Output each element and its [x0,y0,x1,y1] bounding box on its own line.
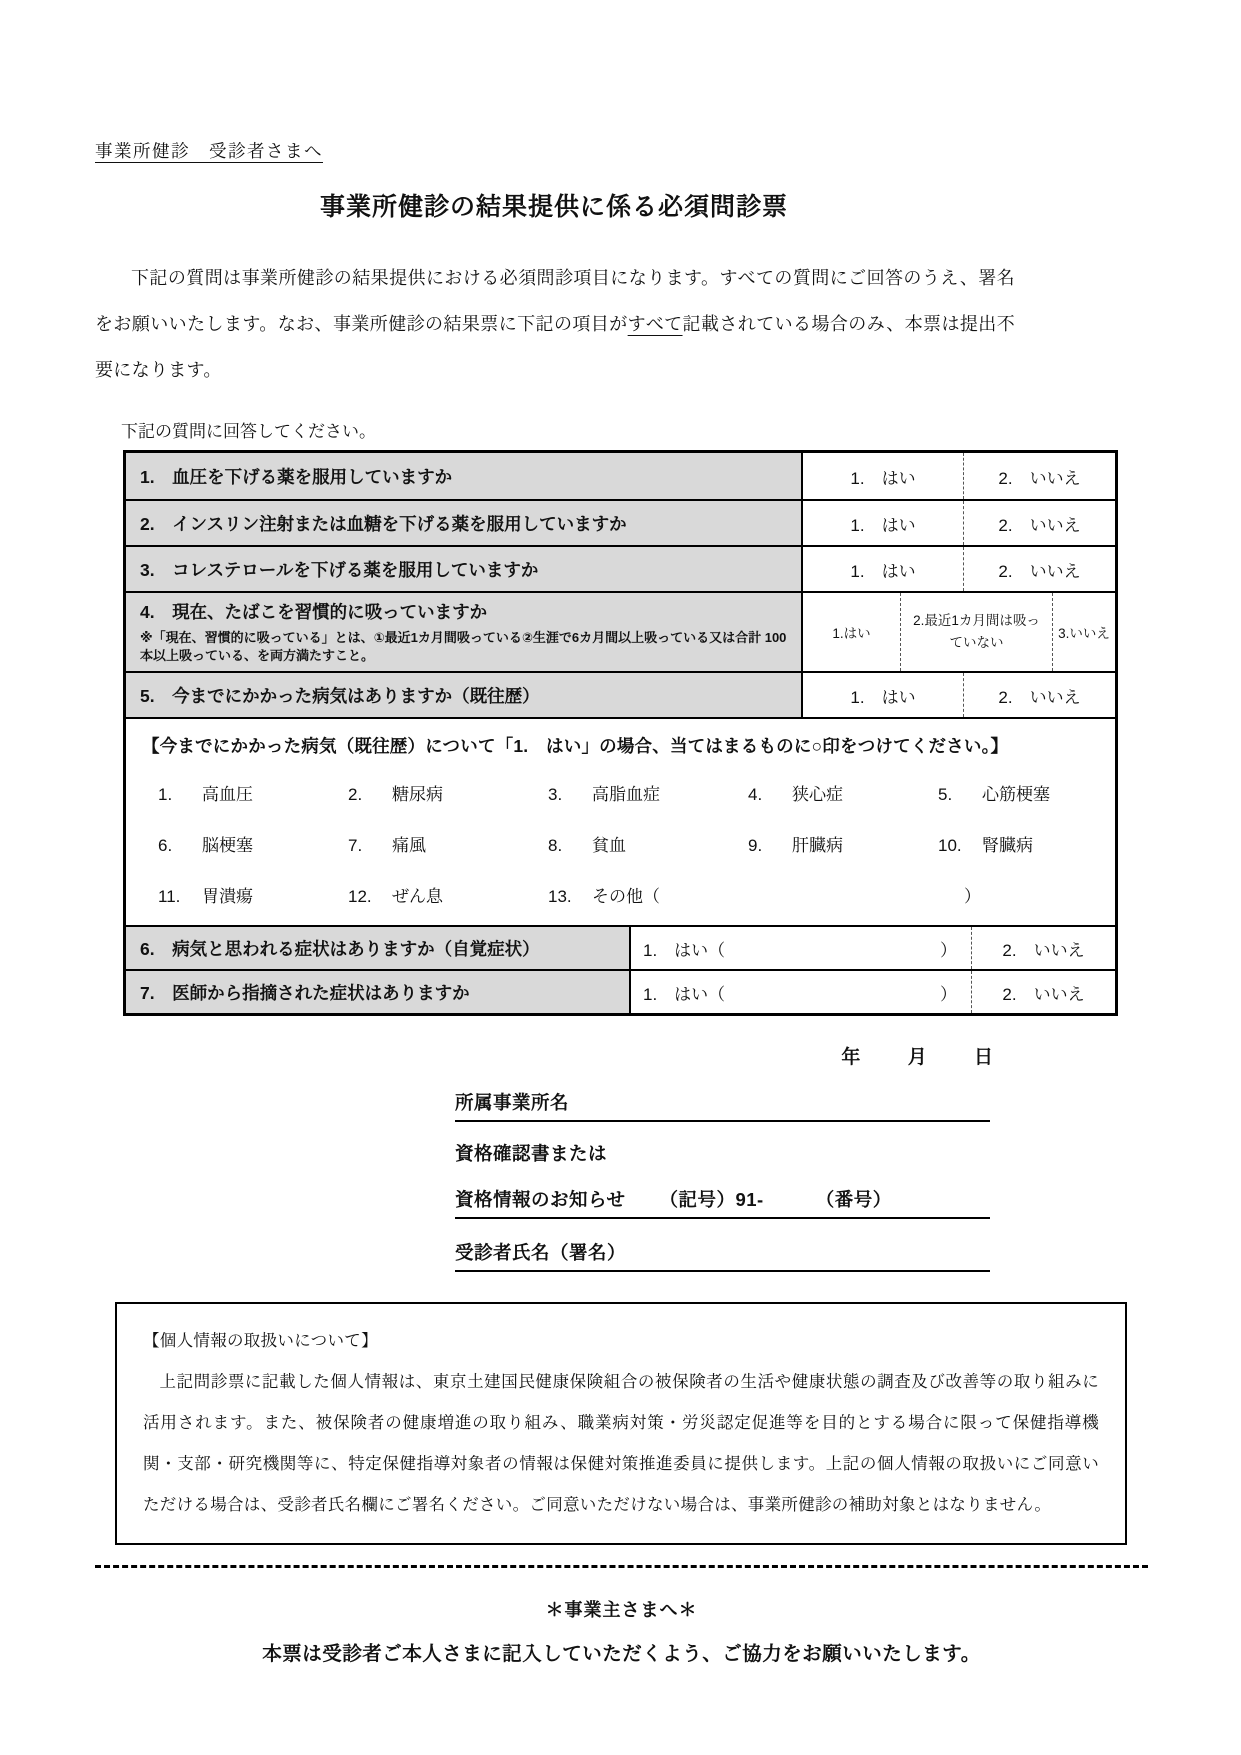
disease-item-13-name: その他（ [592,887,660,906]
question-row-6 [126,925,1115,969]
disease-item-6[interactable] [158,831,348,856]
disease-item-1-name: 高血圧 [202,785,253,804]
date-line [123,1042,993,1069]
disease-item-11[interactable] [158,882,348,907]
disease-item-2-number: 2. [348,785,363,804]
question-4-option-no[interactable]: 3.いいえ [1052,593,1115,671]
question-7-yes-open: 1. はい（ [643,984,726,1004]
question-4-cell [126,593,803,671]
disease-other-close-paren: ） [964,887,981,906]
question-6-yes-option[interactable] [631,927,971,969]
certificate-row-1 [455,1140,990,1166]
disease-item-11-number: 11. [158,887,181,906]
disease-item-4-number: 4. [748,785,763,804]
disease-item-5-name: 心筋梗塞 [982,785,1050,804]
question-6-yes-open: 1. はい（ [643,940,726,960]
question-4-label: 4. 現在、たばこを習慣的に吸っていますか [140,602,488,622]
disease-list [158,780,1095,907]
disease-item-2-name: 糖尿病 [392,785,443,804]
question-row-3 [126,545,1115,591]
cut-line-divider [95,1565,1148,1568]
disease-item-12-name: ぜん息 [392,887,443,906]
disease-item-9-number: 9. [748,836,763,855]
question-4-option-quit[interactable]: 2.最近1カ月間は吸っていない [900,593,1052,671]
header-note: 事業所健診 受診者さまへ [95,141,323,161]
question-6-yes-close: ） [940,940,957,960]
disease-item-5-number: 5. [938,785,953,804]
footer-message: 本票は受診者ご本人さまに記入していただくよう、ご協力をお願いいたします。 [262,1643,981,1665]
disease-item-6-name: 脳梗塞 [202,836,253,855]
date-day-label: 日 [973,1047,993,1068]
disease-item-7-number: 7. [348,836,363,855]
symbol-label: （記号）91- [659,1189,764,1210]
disease-item-7[interactable] [348,831,548,856]
question-6-detail-blank[interactable] [725,936,940,960]
disease-item-13-number: 13. [548,887,572,906]
intro-text-underlined: すべて [627,314,683,334]
intro-paragraph [95,255,1015,393]
intro-text-2: 記載されている場合のみ、本票は提出不要になります。 [95,314,1015,380]
examinee-name-row [455,1239,990,1272]
disease-item-6-number: 6. [158,836,173,855]
question-3-no-option[interactable]: 2. いいえ [963,547,1115,591]
office-name-row [455,1089,990,1122]
disease-item-9[interactable] [748,831,938,856]
disease-item-8-name: 貧血 [592,836,626,855]
question-1-label: 1. 血圧を下げる薬を服用していますか [126,453,803,499]
disease-item-10[interactable] [938,831,1095,856]
question-row-7 [126,969,1115,1013]
question-6-label: 6. 病気と思われる症状はありますか（自覚症状） [126,927,631,969]
table-prompt: 下記の質問に回答してください。 [121,422,376,441]
disease-item-1-number: 1. [158,785,173,804]
question-3-label: 3. コレステロールを下げる薬を服用していますか [126,547,803,591]
disease-item-11-name: 胃潰瘍 [202,887,253,906]
question-row-5 [126,671,1115,717]
disease-item-10-number: 10. [938,836,962,855]
footer [95,1596,1148,1666]
disease-item-1[interactable] [158,780,348,805]
question-3-yes-option[interactable]: 1. はい [850,561,916,581]
disease-item-4-name: 狭心症 [792,785,843,804]
question-7-no-option[interactable]: 2. いいえ [971,971,1115,1013]
examinee-name-label: 受診者氏名（署名） [455,1242,627,1263]
medical-history-header: 【今までにかかった病気（既往歴）について「1. はい」の場合、当てはまるものに○印をつけてください。】 [142,736,1009,756]
disease-item-9-name: 肝臓病 [792,836,843,855]
page-title: 事業所健診の結果提供に係る必須問診票 [319,193,788,221]
question-7-label: 7. 医師から指摘された症状はありますか [126,971,631,1013]
disease-item-3-number: 3. [548,785,563,804]
examinee-signature-blank[interactable] [626,1245,990,1265]
number-value-blank[interactable] [892,1192,990,1212]
date-month-label: 月 [907,1047,927,1068]
office-name-blank[interactable] [569,1095,990,1115]
disease-item-4[interactable] [748,780,938,805]
certificate-label-1: 資格確認書または [455,1143,608,1164]
question-2-yes-option[interactable]: 1. はい [850,515,916,535]
disease-item-12-number: 12. [348,887,372,906]
question-7-yes-close: ） [940,984,957,1004]
office-name-label: 所属事業所名 [455,1092,570,1113]
privacy-title: 【個人情報の取扱いについて】 [143,1331,378,1350]
question-table [123,450,1118,1016]
question-row-4 [126,591,1115,671]
question-2-no-option[interactable]: 2. いいえ [963,501,1115,545]
disease-item-2[interactable] [348,780,548,805]
question-row-2 [126,499,1115,545]
privacy-notice-box [115,1302,1127,1545]
question-7-yes-option[interactable] [631,971,971,1013]
disease-item-10-name: 腎臓病 [982,836,1033,855]
question-5-label: 5. 今までにかかった病気はありますか（既往歴） [126,673,803,717]
question-5-no-option[interactable]: 2. いいえ [963,673,1115,717]
question-5-yes-option[interactable]: 1. はい [850,687,916,707]
question-row-1 [126,453,1115,499]
certificate-row-2 [455,1186,990,1219]
intro-text-1: 下記の質問は事業所健診の結果提供における必須問診項目になります。すべての質問にご回答のうえ、署名をお願いいたします。なお、事業所健診の結果票に下記の項目が [95,268,1015,334]
disease-item-3[interactable] [548,780,748,805]
question-6-no-option[interactable]: 2. いいえ [971,927,1115,969]
question-1-yes-option[interactable]: 1. はい [850,468,916,488]
certificate-label-2: 資格情報のお知らせ [455,1189,626,1210]
medical-history-section [126,717,1115,925]
question-7-detail-blank[interactable] [725,980,940,1004]
disease-item-12[interactable] [348,882,548,907]
signature-block [455,1089,990,1272]
question-2-label: 2. インスリン注射または血糖を下げる薬を服用していますか [126,501,803,545]
disease-item-3-name: 高脂血症 [592,785,660,804]
question-1-no-option[interactable]: 2. いいえ [963,453,1115,499]
disease-item-8-number: 8. [548,836,563,855]
footer-heading: ＊事業主さまへ＊ [545,1600,698,1620]
disease-item-13-other[interactable] [548,882,748,907]
question-4-option-yes[interactable]: 1.はい [832,626,871,641]
disease-item-8[interactable] [548,831,748,856]
number-label: （番号） [815,1189,892,1210]
disease-item-7-name: 痛風 [392,836,426,855]
question-4-note: ※「現在、習慣的に吸っている」とは、①最近1カ月間吸っている②生涯で6カ月間以上吸っている又は合計 100 本以上吸っている、を両方満たすこと。 [140,630,787,663]
date-year-label: 年 [841,1047,861,1068]
privacy-body: 上記問診票に記載した個人情報は、東京土建国民健康保険組合の被保険者の生活や健康状態の調査及び改善等の取り組みに活用されます。また、被保険者の健康増進の取り組み、職業病対策・労災認定促進等を目的とする場合に限って保健指導機関・支部・研究機関等に、特定保健指導対象者の情報は保健対策推進委員に提供します。上記の個人情報の取扱いにご同意いただける場合は、受診者氏名欄にご署名ください。ご同意いただけない場合は、事業所健診の補助対象とはなりません。 [143,1372,1099,1514]
disease-item-5[interactable] [938,780,1095,805]
